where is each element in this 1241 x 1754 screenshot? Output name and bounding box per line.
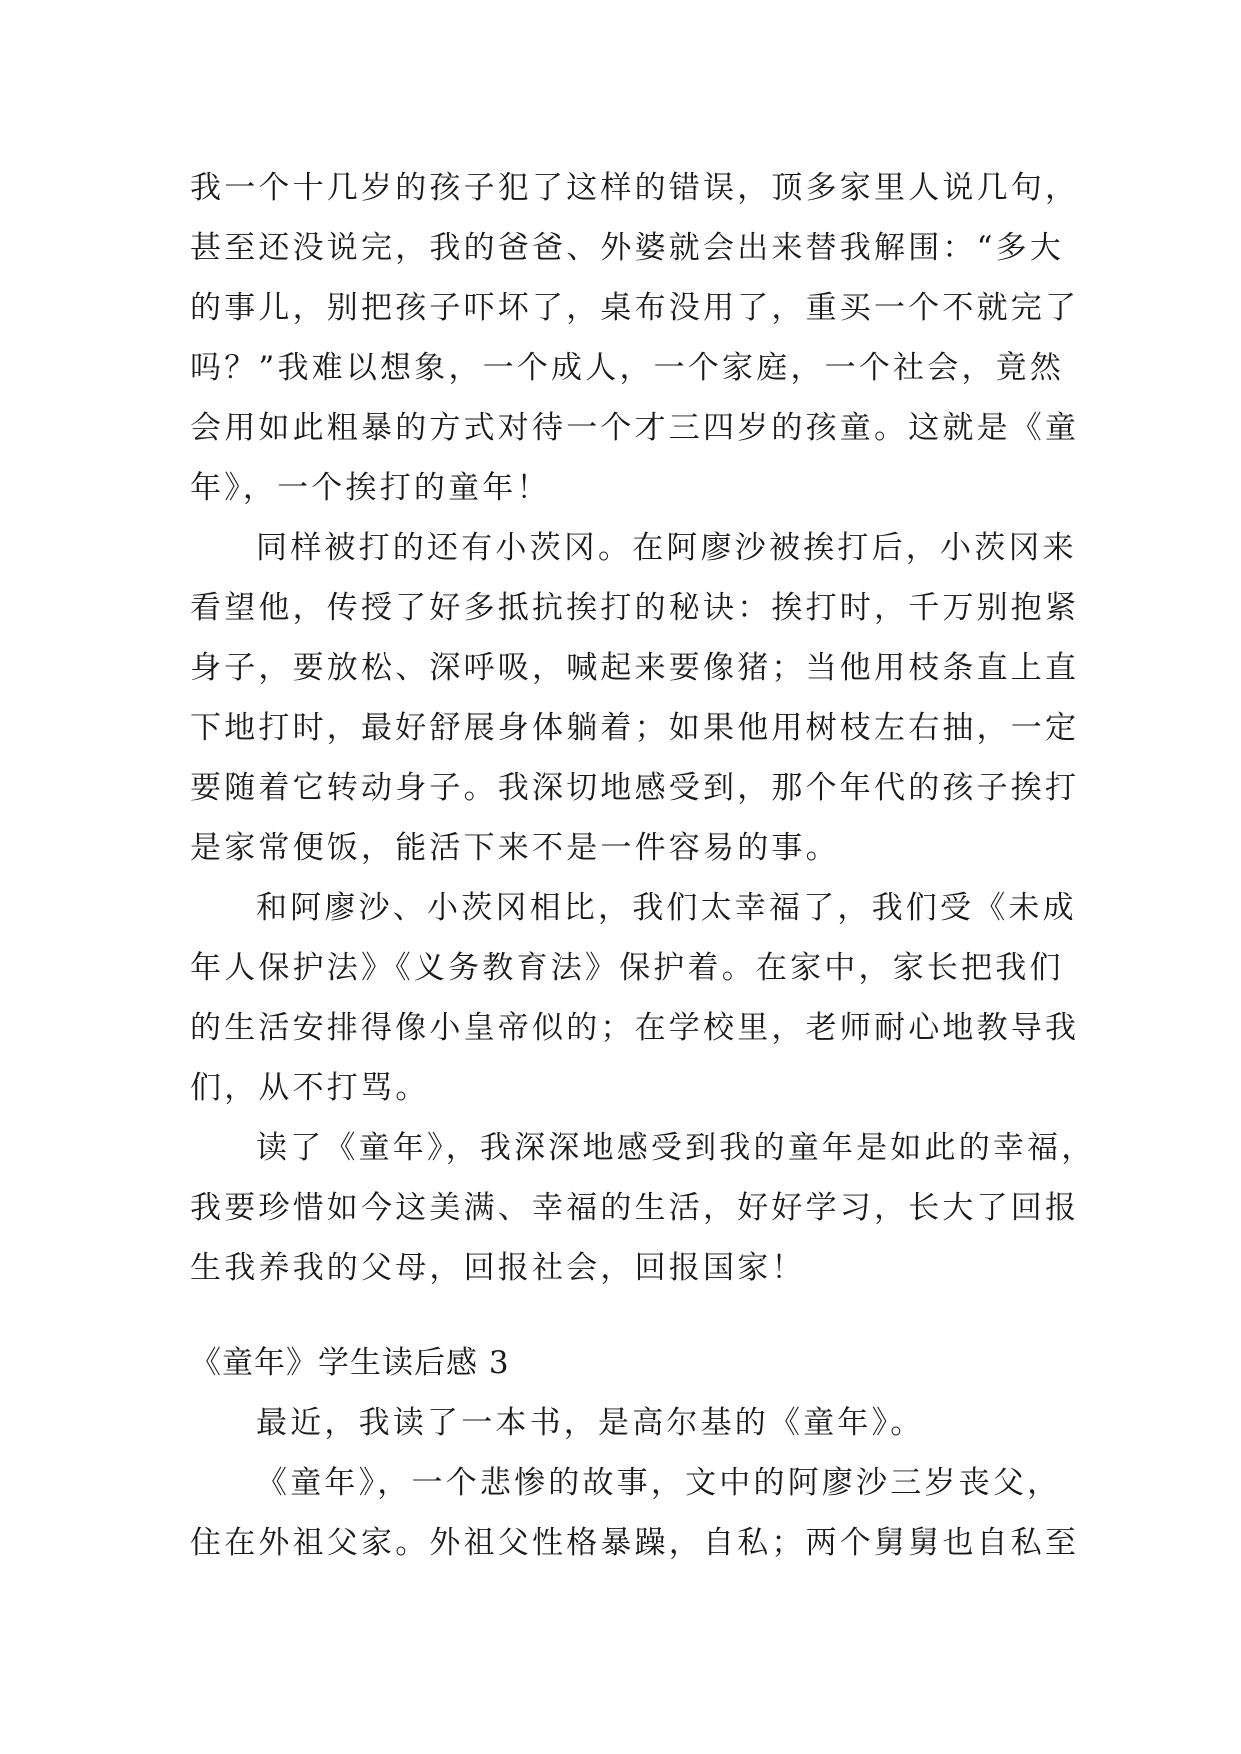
paragraph-first-line: 和阿廖沙、小茨冈相比，我们太幸福了，我们受《未成 bbox=[256, 890, 1077, 926]
paragraph-line: 年人保护法》《义务教育法》保护着。在家中，家长把我们 bbox=[190, 950, 1064, 986]
section-title: 《童年》学生读后感 3 bbox=[190, 1345, 510, 1381]
paragraph-line: 身子，要放松、深呼吸，喊起来要像猪；当他用枝条直上直 bbox=[190, 650, 1080, 686]
paragraph-line: 会用如此粗暴的方式对待一个才三四岁的孩童。这就是《童 bbox=[190, 410, 1080, 446]
paragraph-line: 我要珍惜如今这美满、幸福的生活，好好学习，长大了回报 bbox=[190, 1190, 1080, 1226]
paragraph-first-line: 《童年》，一个悲惨的故事，文中的阿廖沙三岁丧父， bbox=[256, 1465, 1062, 1501]
paragraph-line: 生我养我的父母，回报社会，回报国家！ bbox=[190, 1250, 806, 1286]
paragraph-line: 看望他，传授了好多抵抗挨打的秘诀：挨打时，千万别抱紧 bbox=[190, 590, 1080, 626]
paragraph-line: 年》，一个挨打的童年！ bbox=[190, 470, 551, 506]
paragraph-line: 的事儿，别把孩子吓坏了，桌布没用了，重买一个不就完了 bbox=[190, 290, 1080, 326]
paragraph-line: 们，从不打骂。 bbox=[190, 1070, 430, 1106]
paragraph-line: 是家常便饭，能活下来不是一件容易的事。 bbox=[190, 830, 840, 866]
paragraph-line: 下地打时，最好舒展身体躺着；如果他用树枝左右抽，一定 bbox=[190, 710, 1080, 746]
paragraph-line: 甚至还没说完，我的爸爸、外婆就会出来替我解围：“多大 bbox=[190, 230, 1065, 266]
paragraph-line: 要随着它转动身子。我深切地感受到，那个年代的孩子挨打 bbox=[190, 770, 1080, 806]
paragraph-line: 吗？”我难以想象，一个成人，一个家庭，一个社会，竟然 bbox=[190, 350, 1065, 386]
paragraph-first-line: 读了《童年》，我深深地感受到我的童年是如此的幸福， bbox=[256, 1130, 1096, 1166]
paragraph-first-line: 最近，我读了一本书，是高尔基的《童年》。 bbox=[256, 1405, 925, 1441]
paragraph-line: 的生活安排得像小皇帝似的；在学校里，老师耐心地教导我 bbox=[190, 1010, 1080, 1046]
paragraph-line: 住在外祖父家。外祖父性格暴躁，自私；两个舅舅也自私至 bbox=[190, 1525, 1080, 1561]
paragraph-line: 我一个十几岁的孩子犯了这样的错误，顶多家里人说几句， bbox=[190, 170, 1080, 206]
paragraph-first-line: 同样被打的还有小茨冈。在阿廖沙被挨打后，小茨冈来 bbox=[256, 530, 1077, 566]
